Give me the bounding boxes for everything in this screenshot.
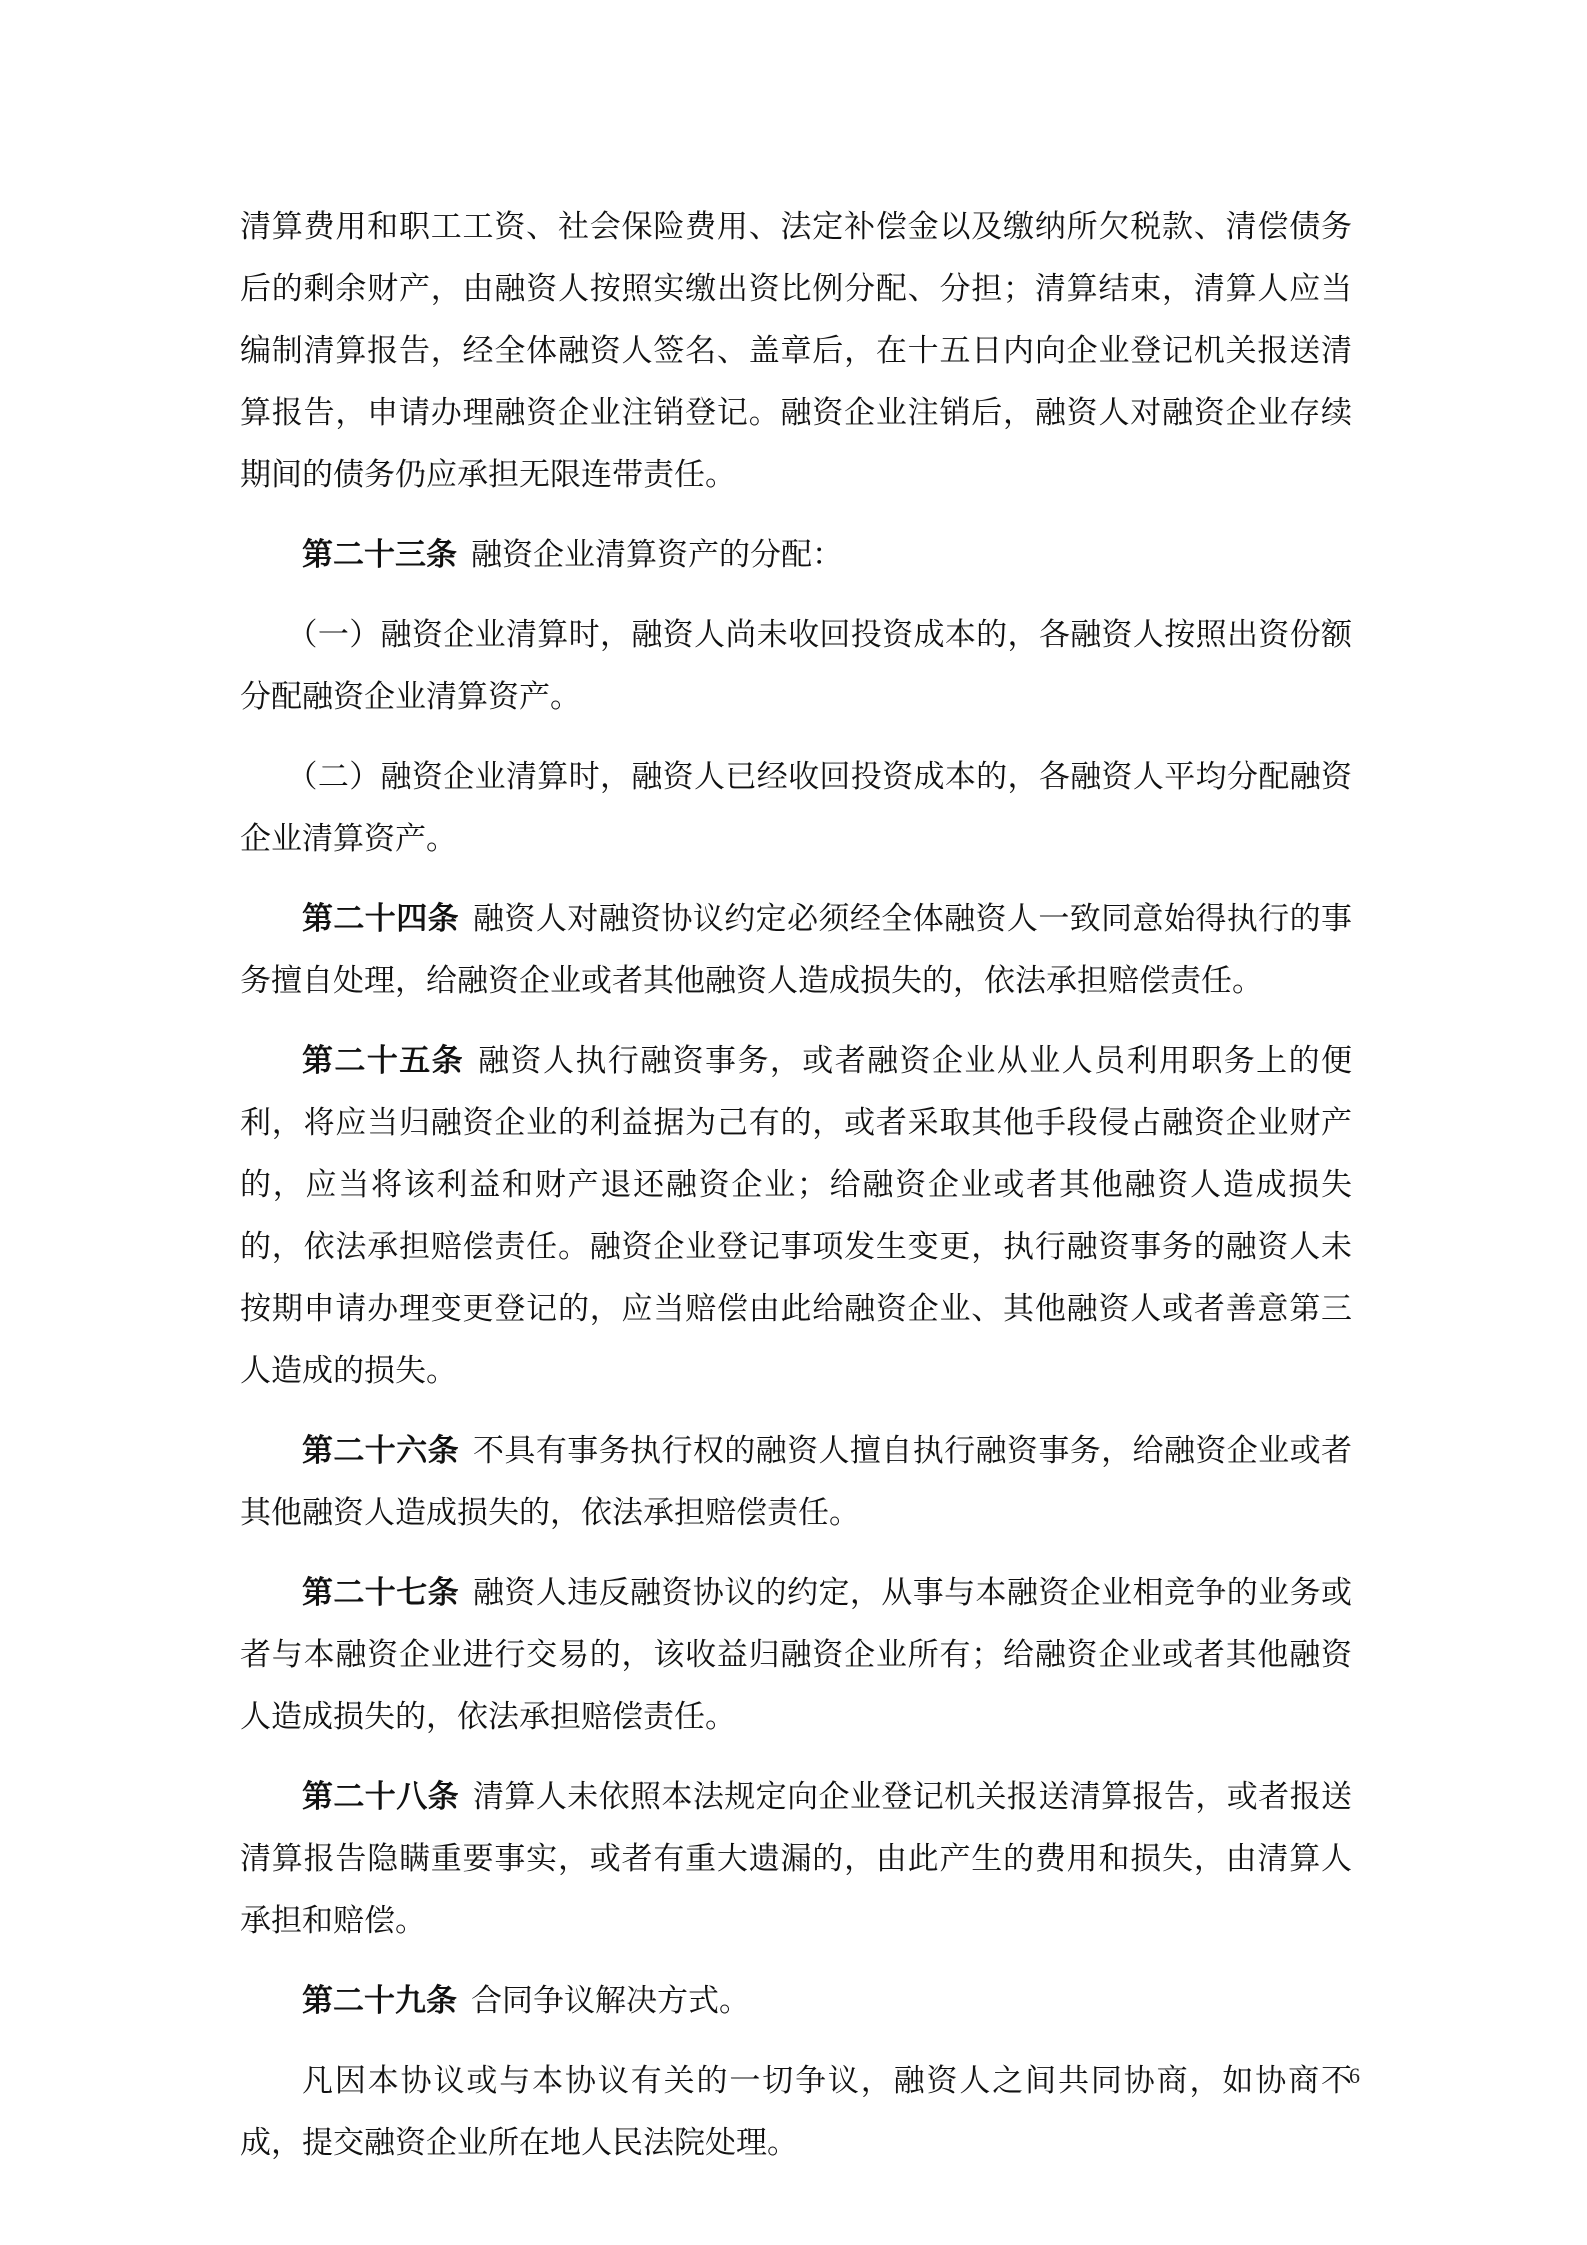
document-body <box>240 196 1352 2192</box>
paragraph-text: 清算费用和职工工资、社会保险费用、法定补偿金以及缴纳所欠税款、清偿债务后的剩余财产，由融资人按照实缴出资比例分配、分担；清算结束，清算人应当编制清算报告，经全体融资人签名、盖章后，在十五日内向企业登记机关报送清算报告，申请办理融资企业注销登记。融资企业注销后，融资人对融资企业存续期间的债务仍应承担无限连带责任。 <box>240 209 1352 493</box>
paragraph-text: 凡因本协议或与本协议有关的一切争议，融资人之间共同协商，如协商不成，提交融资企业所在地人民法院处理。 <box>240 2063 1352 2161</box>
article-title: 第二十七条 <box>302 1575 460 1611</box>
article-title: 第二十四条 <box>302 901 460 937</box>
article-29-body <box>240 2050 1352 2174</box>
paragraph-text: （二）融资企业清算时，融资人已经收回投资成本的，各融资人平均分配融资企业清算资产。 <box>240 759 1352 857</box>
article-23-item-2 <box>240 746 1352 870</box>
article-text: 融资人执行融资事务，或者融资企业从业人员利用职务上的便利，将应当归融资企业的利益据为己有的，或者采取其他手段侵占融资企业财产的，应当将该利益和财产退还融资企业；给融资企业或者其他融资人造成损失的，依法承担赔偿责任。融资企业登记事项发生变更，执行融资事务的融资人未按期申请办理变更登记的，应当赔偿由此给融资企业、其他融资人或者善意第三人造成的损失。 <box>240 1043 1353 1389</box>
article-text: 合同争议解决方式。 <box>471 1983 750 2019</box>
article-title: 第二十五条 <box>302 1043 465 1079</box>
article-29 <box>240 1970 1352 2032</box>
article-text: 不具有事务执行权的融资人擅自执行融资事务，给融资企业或者其他融资人造成损失的，依法承担赔偿责任。 <box>240 1433 1352 1531</box>
article-26 <box>240 1420 1352 1544</box>
article-28 <box>240 1766 1352 1952</box>
article-title: 第二十九条 <box>302 1983 457 2019</box>
article-title: 第二十三条 <box>302 537 457 573</box>
article-27 <box>240 1562 1352 1748</box>
article-text: 融资人违反融资协议的约定，从事与本融资企业相竞争的业务或者与本融资企业进行交易的，该收益归融资企业所有；给融资企业或者其他融资人造成损失的，依法承担赔偿责任。 <box>240 1575 1352 1735</box>
paragraph-continuation <box>240 196 1352 506</box>
article-24 <box>240 888 1352 1012</box>
article-23-item-1 <box>240 604 1352 728</box>
article-text: 融资企业清算资产的分配： <box>471 537 843 573</box>
article-25 <box>240 1030 1352 1402</box>
article-text: 融资人对融资协议约定必须经全体融资人一致同意始得执行的事务擅自处理，给融资企业或者其他融资人造成损失的，依法承担赔偿责任。 <box>240 901 1352 999</box>
article-23 <box>240 524 1352 586</box>
article-text: 清算人未依照本法规定向企业登记机关报送清算报告，或者报送清算报告隐瞒重要事实，或者有重大遗漏的，由此产生的费用和损失，由清算人承担和赔偿。 <box>240 1779 1352 1939</box>
paragraph-text: （一）融资企业清算时，融资人尚未收回投资成本的，各融资人按照出资份额分配融资企业清算资产。 <box>240 617 1352 715</box>
page-number: 6 <box>1349 2063 1360 2088</box>
article-title: 第二十六条 <box>302 1433 460 1469</box>
article-title: 第二十八条 <box>302 1779 460 1815</box>
